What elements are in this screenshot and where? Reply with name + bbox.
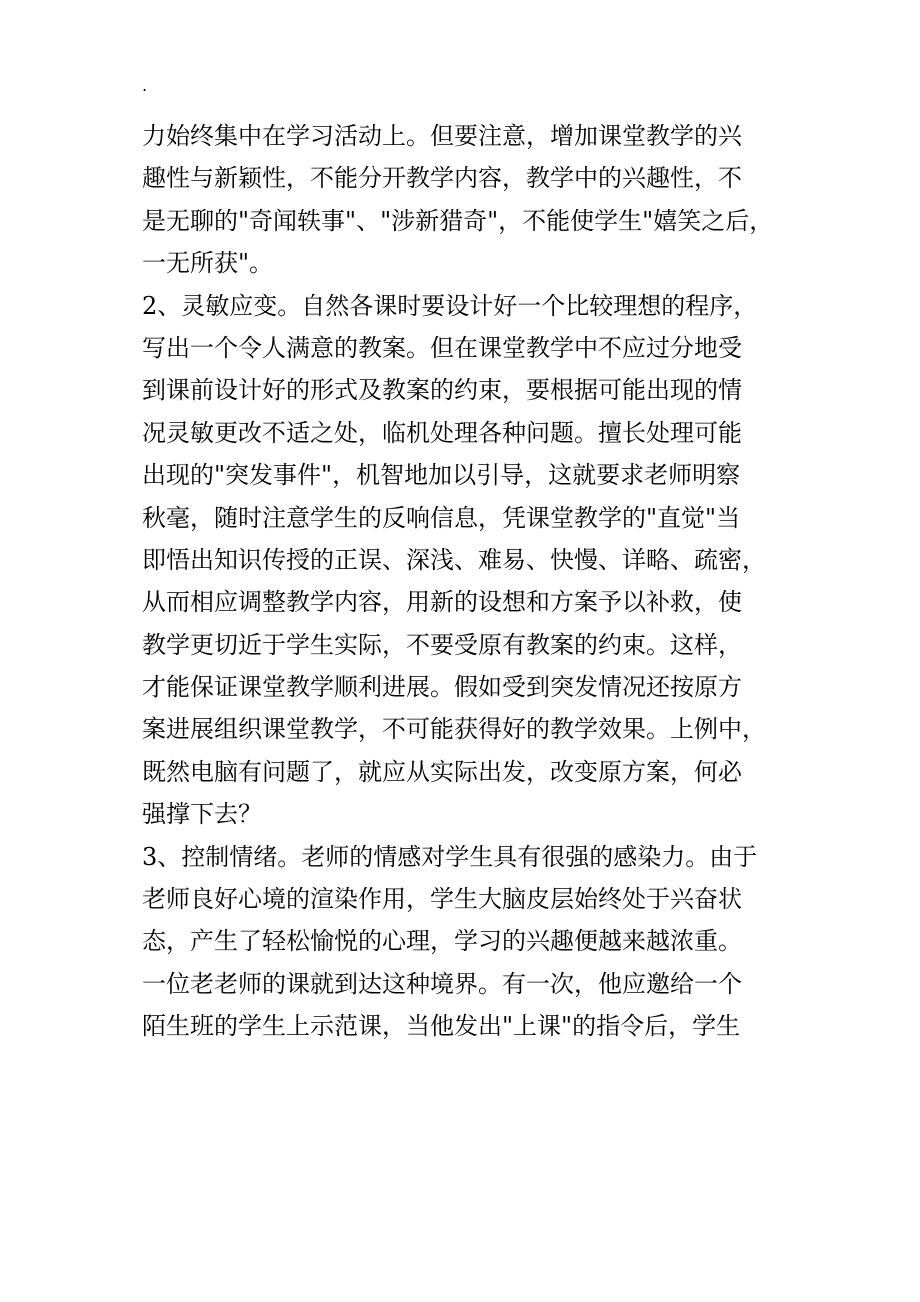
text-line: 是无聊的"奇闻轶事"、"涉新猎奇"，不能使学生"嬉笑之后，	[142, 206, 774, 235]
text-line: 态，产生了轻松愉悦的心理，学习的兴趣便越来越浓重。	[142, 927, 742, 956]
document-body	[142, 115, 782, 1048]
text-line: 老师良好心境的渲染作用，学生大脑皮层始终处于兴奋状	[142, 885, 742, 914]
text-line: 况灵敏更改不适之处，临机处理各种问题。擅长处理可能	[142, 418, 742, 447]
text-line: 强撑下去？	[142, 800, 262, 829]
text-line: 陌生班的学生上示范课，当他发出"上课"的指令后，学生	[142, 1012, 741, 1041]
text-line: 出现的"突发事件"，机智地加以引导，这就要求老师明察	[142, 461, 741, 490]
text-line: 既然电脑有问题了，就应从实际出发，改变原方案，何必	[142, 757, 742, 786]
text-line: 教学更切近于学生实际，不要受原有教案的约束。这样，	[142, 630, 742, 659]
text-line: 趣性与新颖性，不能分开教学内容，教学中的兴趣性，不	[142, 164, 742, 193]
text-line: 一位老老师的课就到达这种境界。有一次，他应邀给一个	[142, 969, 742, 998]
text-line: 才能保证课堂教学顺利进展。假如受到突发情况还按原方	[142, 673, 742, 702]
header-mark: .	[142, 76, 148, 95]
text-line: 一无所获"。	[142, 249, 274, 278]
text-line: 3、控制情绪。老师的情感对学生具有很强的感染力。由于	[142, 842, 758, 871]
text-line: 写出一个令人满意的教案。但在课堂教学中不应过分地受	[142, 333, 742, 362]
text-line: 力始终集中在学习活动上。但要注意，增加课堂教学的兴	[142, 122, 742, 150]
text-line: 案进展组织课堂教学，不可能获得好的教学效果。上例中，	[142, 715, 766, 744]
text-line: 2、灵敏应变。自然各课时要设计好一个比较理想的程序，	[142, 291, 758, 320]
text-line: 从而相应调整教学内容，用新的设想和方案予以补救，使	[142, 588, 742, 617]
text-line: 秋毫，随时注意学生的反响信息，凭课堂教学的"直觉"当	[142, 503, 741, 532]
text-line: 即悟出知识传授的正误、深浅、难易、快慢、详略、疏密，	[142, 545, 766, 574]
text-line: 到课前设计好的形式及教案的约束，要根据可能出现的情	[142, 376, 742, 405]
